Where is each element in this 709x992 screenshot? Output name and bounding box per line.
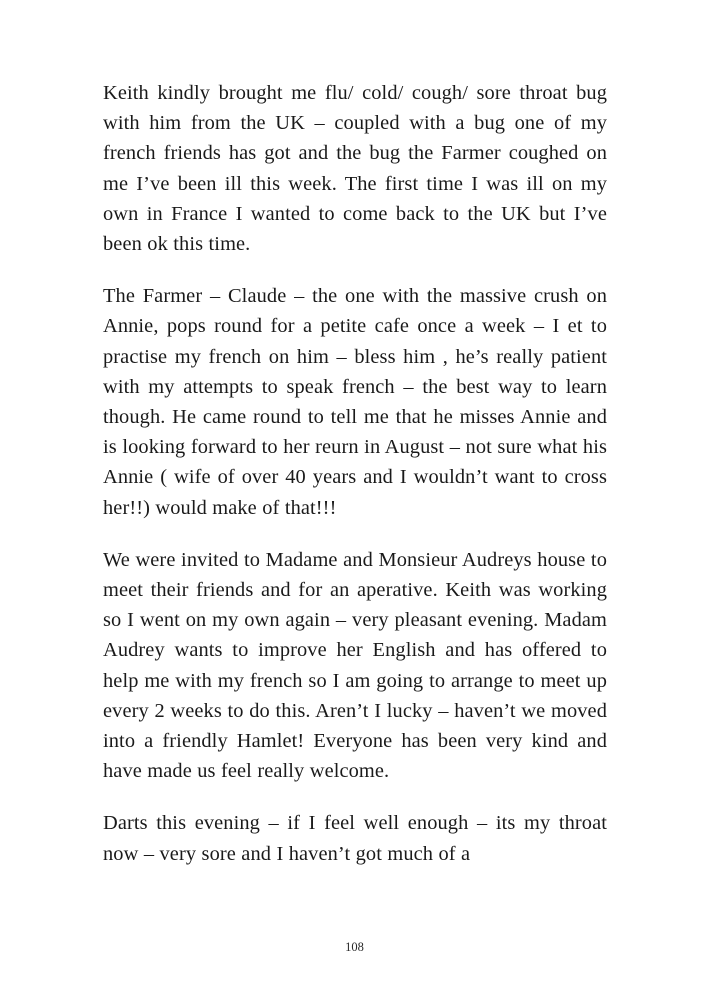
paragraph: Darts this evening – if I feel well enough – its my throat now – very sore and I haven’t got much of a xyxy=(103,812,607,865)
paragraph: The Farmer – Claude – the one with the massive crush on Annie, pops round for a petite cafe once a week – I et to practise my french on him – bless him , he’s really patient with my attempts to speak french – the best way to learn though. He came round to tell me that he misses Annie and is looking forward to her reurn in August – not sure what his Annie ( wife of over 40 years and I wouldn’t want to cross her!!) would make of that!!! xyxy=(103,285,607,519)
page-number: 108 xyxy=(345,940,364,954)
body-text-column xyxy=(103,78,607,869)
paragraph: Keith kindly brought me flu/ cold/ cough/ sore throat bug with him from the UK – coupled with a bug one of my french friends has got and the bug the Farmer coughed on me I’ve been ill this week. The first time I was ill on my own in France I wanted to come back to the UK but I’ve been ok this time. xyxy=(103,82,607,256)
paragraph: We were invited to Madame and Monsieur Audreys house to meet their friends and for an aperative. Keith was working so I went on my own again – very pleasant evening. Madam Audrey wants to improve her English and has offered to help me with my french so I am going to arrange to meet up every 2 weeks to do this. Aren’t I lucky – haven’t we moved into a friendly Hamlet! Everyone has been very kind and have made us feel really welcome. xyxy=(103,548,607,783)
